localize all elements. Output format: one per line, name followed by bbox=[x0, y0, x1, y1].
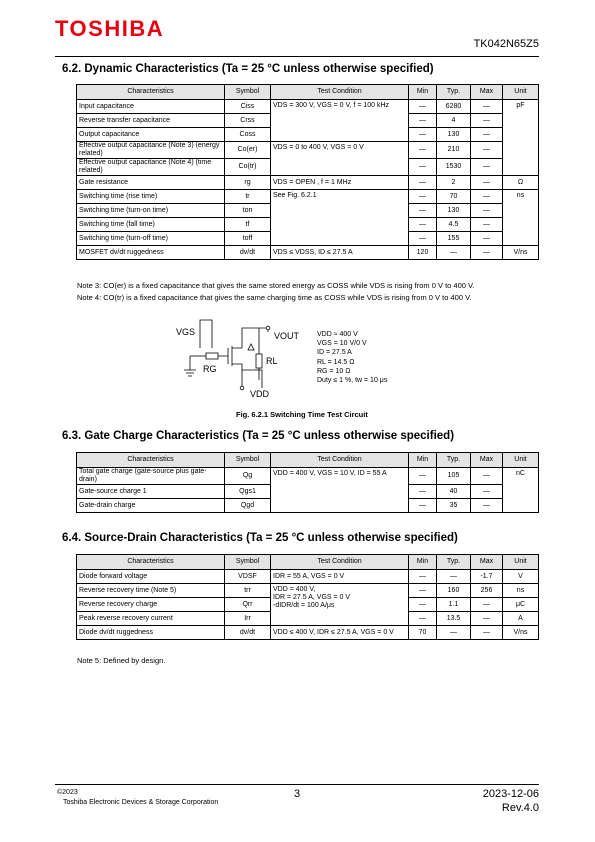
cell-max: — bbox=[471, 626, 503, 640]
body-diode bbox=[248, 344, 254, 350]
cell-typ: 1530 bbox=[437, 159, 471, 176]
cell-char: Effective output capacitance (Note 4) (time related) bbox=[77, 159, 225, 176]
note-3: Note 3: CO(er) is a fixed capacitance that gives the same stored energy as COSS while VDS is rising from 0 V to 400 V. bbox=[77, 281, 475, 290]
cell-typ: 6280 bbox=[437, 100, 471, 114]
col-min: Min bbox=[409, 85, 437, 100]
cell-max: — bbox=[471, 114, 503, 128]
cell-char: Switching time (turn-off time) bbox=[77, 232, 225, 246]
cell-min: 70 bbox=[409, 626, 437, 640]
cell-min: — bbox=[409, 142, 437, 159]
cell-condition bbox=[271, 584, 409, 626]
cell-char: Effective output capacitance (Note 3) (energy related) bbox=[77, 142, 225, 159]
label-rg: RG bbox=[203, 364, 217, 374]
header-rule bbox=[55, 56, 539, 57]
cell-max: — bbox=[471, 612, 503, 626]
cell-typ: 1.1 bbox=[437, 598, 471, 612]
cell-unit: pF bbox=[503, 100, 539, 176]
col-typ: Typ. bbox=[437, 453, 471, 468]
cell-max: 256 bbox=[471, 584, 503, 598]
cell-typ: 155 bbox=[437, 232, 471, 246]
cell-char: Switching time (rise time) bbox=[77, 190, 225, 204]
cell-char: Reverse transfer capacitance bbox=[77, 114, 225, 128]
cell-symbol: ton bbox=[225, 204, 271, 218]
cell-min: — bbox=[409, 570, 437, 584]
cell-char: Input capacitance bbox=[77, 100, 225, 114]
cond-line-1: VDD = 400 V, bbox=[273, 586, 316, 593]
cell-unit: μC bbox=[503, 598, 539, 612]
cell-min: — bbox=[409, 468, 437, 485]
cell-min: — bbox=[409, 204, 437, 218]
cell-max: — bbox=[471, 100, 503, 114]
source-drain-table bbox=[76, 554, 539, 640]
footer-revision bbox=[483, 787, 539, 815]
col-test-condition: Test Condition bbox=[271, 555, 409, 570]
section-title-source-drain: 6.4. Source-Drain Characteristics (Ta = 25 °C unless otherwise specified) bbox=[62, 532, 458, 544]
document-number: TK042N65Z5 bbox=[473, 38, 539, 50]
cell-typ: 40 bbox=[437, 485, 471, 499]
rg-resistor bbox=[206, 353, 218, 359]
cell-max: — bbox=[471, 218, 503, 232]
cell-max: — bbox=[471, 159, 503, 176]
cell-symbol: Co(tr) bbox=[225, 159, 271, 176]
cell-unit: V bbox=[503, 570, 539, 584]
param-rg: RG = 10 Ω bbox=[317, 367, 351, 375]
col-max: Max bbox=[471, 453, 503, 468]
cell-symbol: rg bbox=[225, 176, 271, 190]
cond-line-2: IDR = 27.5 A, VGS = 0 V bbox=[273, 594, 351, 601]
table-row bbox=[77, 190, 539, 204]
col-typ: Typ. bbox=[437, 85, 471, 100]
cell-min: — bbox=[409, 114, 437, 128]
cell-min: — bbox=[409, 176, 437, 190]
param-vdd: VDD ≈ 400 V bbox=[317, 331, 358, 338]
col-symbol: Symbol bbox=[225, 453, 271, 468]
cell-max: — bbox=[471, 204, 503, 218]
table-row bbox=[77, 176, 539, 190]
cell-char: MOSFET dv/dt ruggedness bbox=[77, 246, 225, 260]
label-vout: VOUT bbox=[274, 331, 300, 341]
param-rl: RL = 14.5 Ω bbox=[317, 358, 355, 366]
revision-date: 2023-12-06 bbox=[482, 788, 539, 800]
col-test-condition: Test Condition bbox=[271, 85, 409, 100]
param-vgs: VGS = 10 V/0 V bbox=[317, 340, 367, 348]
cell-symbol: tr bbox=[225, 190, 271, 204]
cell-unit: ns bbox=[503, 584, 539, 598]
rl-resistor bbox=[256, 354, 262, 368]
cell-min: — bbox=[409, 485, 437, 499]
cell-char: Gate resistance bbox=[77, 176, 225, 190]
cell-symbol: trr bbox=[225, 584, 271, 598]
cell-symbol: Co(er) bbox=[225, 142, 271, 159]
cell-min: — bbox=[409, 128, 437, 142]
cell-symbol: dv/dt bbox=[225, 246, 271, 260]
cell-typ: — bbox=[437, 246, 471, 260]
table-row bbox=[77, 570, 539, 584]
cell-max: — bbox=[471, 232, 503, 246]
col-unit: Unit bbox=[503, 555, 539, 570]
section-title-dynamic: 6.2. Dynamic Characteristics (Ta = 25 °C unless otherwise specified) bbox=[62, 63, 434, 75]
section-title-gate-charge: 6.3. Gate Charge Characteristics (Ta = 25 °C unless otherwise specified) bbox=[62, 430, 455, 442]
cell-symbol: Qgd bbox=[225, 499, 271, 513]
col-min: Min bbox=[409, 555, 437, 570]
cell-char: Reverse recovery time (Note 5) bbox=[77, 584, 225, 598]
cell-max: — bbox=[471, 176, 503, 190]
cell-symbol: Irr bbox=[225, 612, 271, 626]
cell-condition: VDS = OPEN , f = 1 MHz bbox=[271, 176, 409, 190]
cond-line-3: -dIDR/dt = 100 A/μs bbox=[273, 602, 335, 609]
cell-typ: — bbox=[437, 626, 471, 640]
col-characteristics: Characteristics bbox=[77, 453, 225, 468]
cell-symbol: dv/dt bbox=[225, 626, 271, 640]
cell-symbol: Crss bbox=[225, 114, 271, 128]
cell-typ: 210 bbox=[437, 142, 471, 159]
label-vdd: VDD bbox=[250, 389, 270, 399]
cell-symbol: VDSF bbox=[225, 570, 271, 584]
cell-condition: VDS = 300 V, VGS = 0 V, f = 100 kHz bbox=[271, 100, 409, 142]
note-5: Note 5: Defined by design. bbox=[77, 656, 166, 665]
col-characteristics: Characteristics bbox=[77, 85, 225, 100]
cell-min: — bbox=[409, 159, 437, 176]
cell-typ: — bbox=[437, 570, 471, 584]
cell-char: Gate-drain charge bbox=[77, 499, 225, 513]
cell-symbol: Qg bbox=[225, 468, 271, 485]
footer-rule bbox=[55, 784, 539, 785]
cell-unit: Ω bbox=[503, 176, 539, 190]
cell-unit: nC bbox=[503, 468, 539, 513]
cell-condition: See Fig. 6.2.1 bbox=[271, 190, 409, 246]
cell-typ: 35 bbox=[437, 499, 471, 513]
cell-max: — bbox=[471, 468, 503, 485]
col-max: Max bbox=[471, 85, 503, 100]
cell-char: Output capacitance bbox=[77, 128, 225, 142]
cell-typ: 130 bbox=[437, 128, 471, 142]
cell-min: — bbox=[409, 218, 437, 232]
cell-symbol: tf bbox=[225, 218, 271, 232]
cell-unit: V/ns bbox=[503, 246, 539, 260]
table-row bbox=[77, 100, 539, 114]
cell-min: 120 bbox=[409, 246, 437, 260]
col-min: Min bbox=[409, 453, 437, 468]
cell-min: — bbox=[409, 499, 437, 513]
cell-max: — bbox=[471, 128, 503, 142]
cell-max: — bbox=[471, 598, 503, 612]
mosfet-wiring bbox=[218, 328, 268, 388]
cell-min: — bbox=[409, 232, 437, 246]
cell-max: — bbox=[471, 246, 503, 260]
param-id: ID = 27.5 A bbox=[317, 349, 352, 357]
cell-condition: VDD ≤ 400 V, IDR ≤ 27.5 A, VGS = 0 V bbox=[271, 626, 409, 640]
cell-typ: 13.5 bbox=[437, 612, 471, 626]
cell-typ: 130 bbox=[437, 204, 471, 218]
table-row bbox=[77, 142, 539, 159]
table-row bbox=[77, 246, 539, 260]
toshiba-logo: TOSHIBA bbox=[55, 16, 165, 41]
revision-number: Rev.4.0 bbox=[501, 802, 539, 814]
cell-char: Diode dv/dt ruggedness bbox=[77, 626, 225, 640]
page-number: 3 bbox=[294, 788, 301, 800]
cell-min: — bbox=[409, 598, 437, 612]
cell-unit: A bbox=[503, 612, 539, 626]
note-4: Note 4: CO(tr) is a fixed capacitance that gives the same charging time as COSS while VDS is rising from 0 V to 400 V. bbox=[77, 293, 472, 302]
cell-min: — bbox=[409, 190, 437, 204]
label-rl: RL bbox=[266, 356, 278, 366]
cell-typ: 4 bbox=[437, 114, 471, 128]
col-symbol: Symbol bbox=[225, 555, 271, 570]
cell-unit: V/ns bbox=[503, 626, 539, 640]
cell-max: — bbox=[471, 499, 503, 513]
copyright-text: ©2023 bbox=[57, 789, 78, 796]
cell-max: -1.7 bbox=[471, 570, 503, 584]
circuit-parameters bbox=[317, 330, 387, 385]
col-unit: Unit bbox=[503, 85, 539, 100]
cell-symbol: toff bbox=[225, 232, 271, 246]
table-row bbox=[77, 626, 539, 640]
ground-symbol bbox=[184, 356, 196, 376]
cell-typ: 70 bbox=[437, 190, 471, 204]
cell-unit: ns bbox=[503, 190, 539, 246]
pulse-waveform bbox=[200, 320, 212, 348]
table-row bbox=[77, 584, 539, 598]
cell-symbol: Qgs1 bbox=[225, 485, 271, 499]
table-row bbox=[77, 468, 539, 485]
col-symbol: Symbol bbox=[225, 85, 271, 100]
cell-min: — bbox=[409, 612, 437, 626]
cell-typ: 160 bbox=[437, 584, 471, 598]
switching-test-circuit bbox=[170, 310, 320, 400]
cell-typ: 4.5 bbox=[437, 218, 471, 232]
cell-char: Reverse recovery charge bbox=[77, 598, 225, 612]
col-test-condition: Test Condition bbox=[271, 453, 409, 468]
figure-caption: Fig. 6.2.1 Switching Time Test Circuit bbox=[236, 410, 368, 419]
param-duty: Duty ≤ 1 %, tw = 10 μs bbox=[317, 377, 388, 385]
cell-symbol: Qrr bbox=[225, 598, 271, 612]
cell-min: — bbox=[409, 100, 437, 114]
col-typ: Typ. bbox=[437, 555, 471, 570]
cell-condition: VDD = 400 V, VGS = 10 V, ID = 55 A bbox=[271, 468, 409, 513]
cell-max: — bbox=[471, 190, 503, 204]
cell-char: Total gate charge (gate-source plus gate-drain) bbox=[77, 468, 225, 485]
cell-typ: 2 bbox=[437, 176, 471, 190]
cell-char: Peak reverse recovery current bbox=[77, 612, 225, 626]
col-max: Max bbox=[471, 555, 503, 570]
cell-condition: VDS = 0 to 400 V, VGS = 0 V bbox=[271, 142, 409, 176]
col-unit: Unit bbox=[503, 453, 539, 468]
col-characteristics: Characteristics bbox=[77, 555, 225, 570]
cell-symbol: Coss bbox=[225, 128, 271, 142]
cell-typ: 105 bbox=[437, 468, 471, 485]
cell-min: — bbox=[409, 584, 437, 598]
gate-charge-table bbox=[76, 452, 539, 513]
cell-char: Diode forward voltage bbox=[77, 570, 225, 584]
cell-condition: VDS ≤ VDSS, ID ≤ 27.5 A bbox=[271, 246, 409, 260]
cell-symbol: Ciss bbox=[225, 100, 271, 114]
cell-condition: IDR = 55 A, VGS = 0 V bbox=[271, 570, 409, 584]
cell-max: — bbox=[471, 142, 503, 159]
cell-char: Switching time (fall time) bbox=[77, 218, 225, 232]
cell-char: Gate-source charge 1 bbox=[77, 485, 225, 499]
cell-char: Switching time (turn-on time) bbox=[77, 204, 225, 218]
label-vgs: VGS bbox=[176, 327, 196, 337]
dynamic-characteristics-table bbox=[76, 84, 539, 260]
company-name: Toshiba Electronic Devices & Storage Corporation bbox=[63, 799, 219, 806]
cell-max: — bbox=[471, 485, 503, 499]
footer-copyright bbox=[57, 788, 218, 808]
